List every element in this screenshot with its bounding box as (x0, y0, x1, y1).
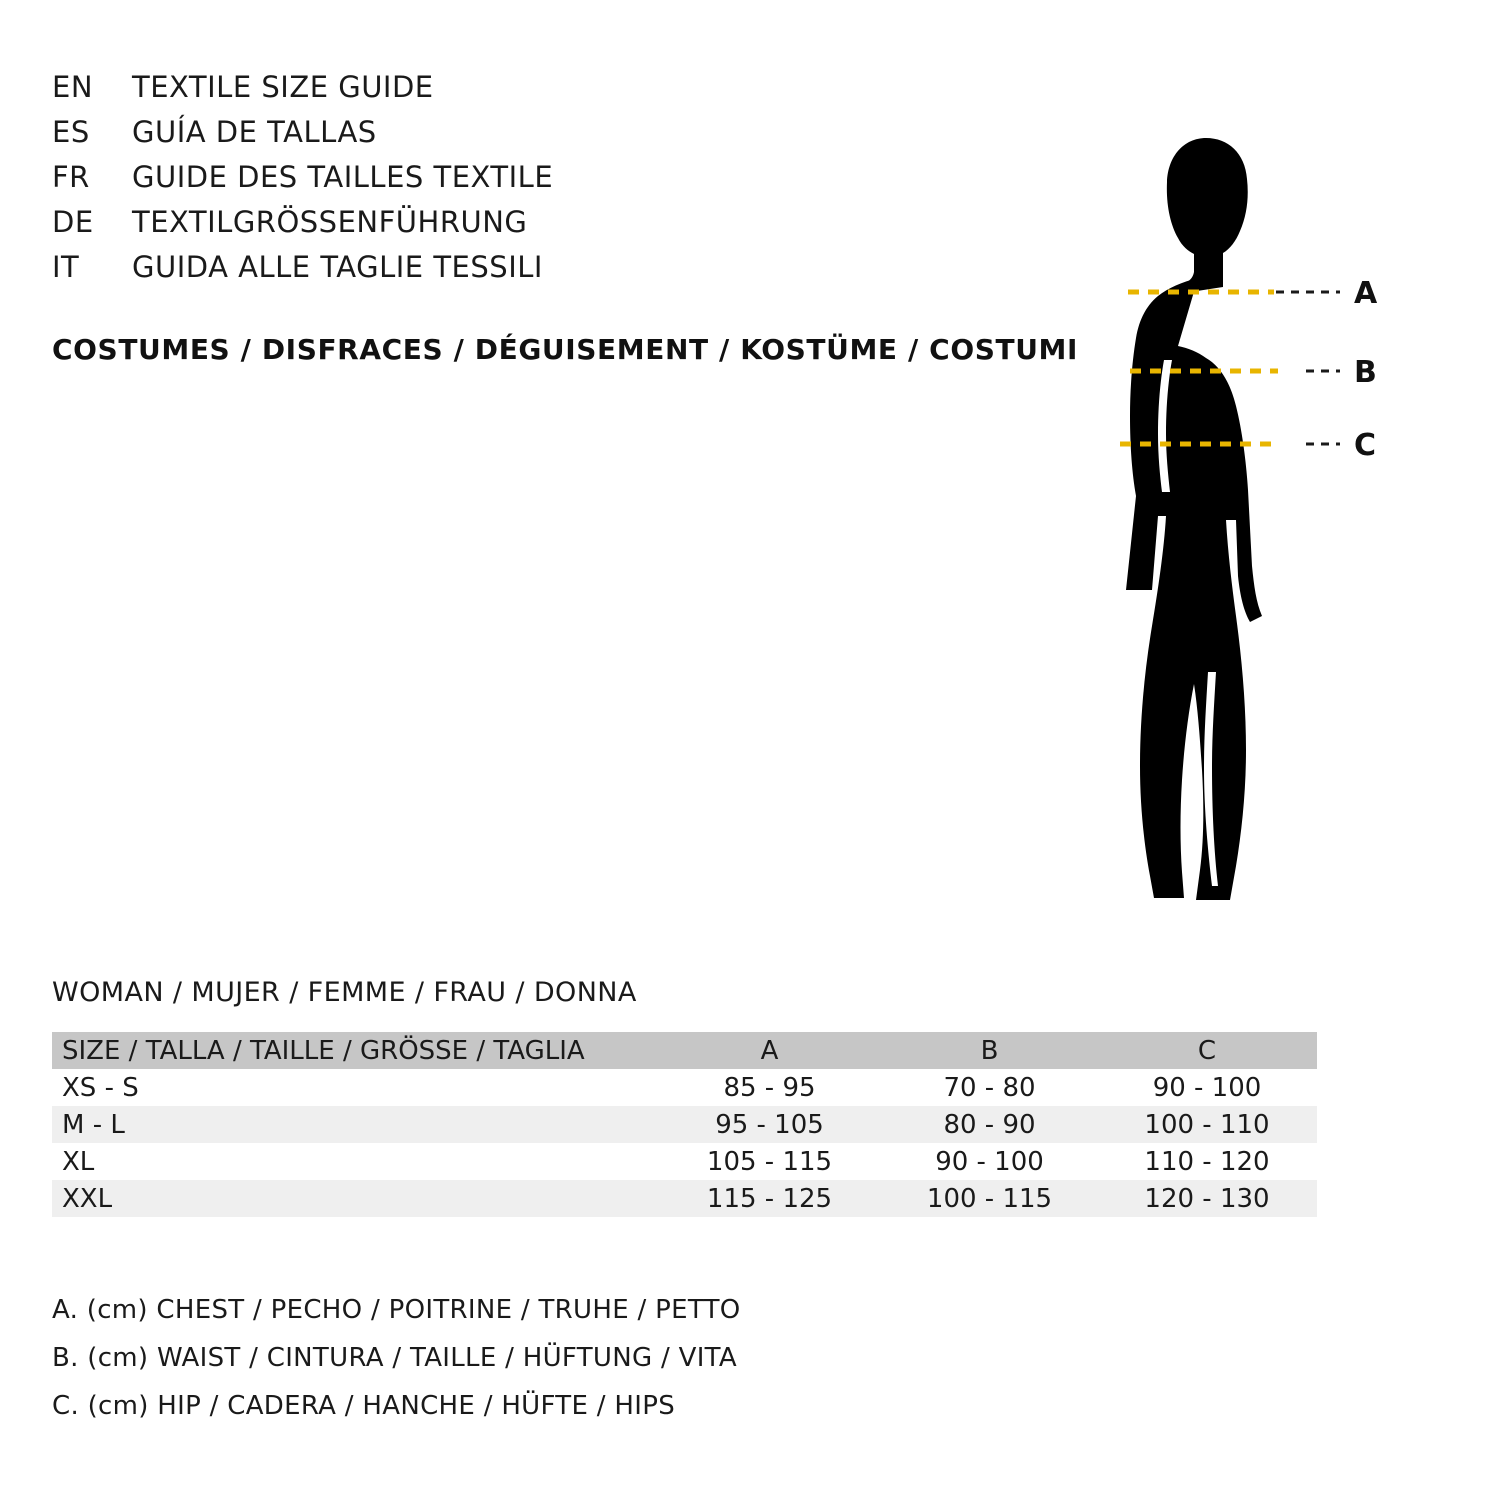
language-row-en (52, 70, 1032, 115)
language-text-es: GUÍA DE TALLAS (132, 115, 377, 149)
column-header-size: SIZE / TALLA / TAILLE / GRÖSSE / TAGLIA (62, 1035, 585, 1066)
measure-label-a: A (1354, 276, 1378, 311)
cell-chest: 95 - 105 (715, 1109, 824, 1140)
language-row-fr (52, 160, 1032, 205)
language-row-es (52, 115, 1032, 160)
language-code-fr: FR (52, 160, 90, 194)
table-header-row (52, 1032, 1317, 1069)
figure-illustration (1020, 60, 1460, 950)
table-row (52, 1106, 1317, 1143)
table-body (52, 1069, 1317, 1217)
measure-letter-group (1020, 60, 1460, 950)
cell-hip: 100 - 110 (1144, 1109, 1270, 1140)
cell-waist: 90 - 100 (935, 1146, 1044, 1177)
measure-label-b: B (1354, 355, 1377, 390)
column-header-a: A (760, 1035, 779, 1066)
cell-size: XS - S (62, 1072, 139, 1103)
language-text-fr: GUIDE DES TAILLES TEXTILE (132, 160, 554, 194)
cell-waist: 70 - 80 (943, 1072, 1036, 1103)
cell-size: XL (62, 1146, 95, 1177)
language-text-en: TEXTILE SIZE GUIDE (132, 70, 434, 104)
language-list (52, 70, 1032, 295)
cell-chest: 115 - 125 (706, 1183, 833, 1214)
language-code-it: IT (52, 250, 80, 284)
cell-chest: 85 - 95 (723, 1072, 816, 1103)
cell-size: XXL (62, 1183, 113, 1214)
table-row (52, 1180, 1317, 1217)
language-code-de: DE (52, 205, 94, 239)
category-title: COSTUMES / DISFRACES / DÉGUISEMENT / KOSTÜME / COSTUMI (52, 333, 1079, 366)
cell-size: M - L (62, 1109, 125, 1140)
cell-hip: 120 - 130 (1144, 1183, 1270, 1214)
table-header (52, 1032, 1317, 1069)
legend-hip: C. (cm) HIP / CADERA / HANCHE / HÜFTE / HIPS (52, 1391, 676, 1421)
language-text-de: TEXTILGRÖSSENFÜHRUNG (132, 205, 528, 239)
measurement-legend (52, 1295, 1152, 1439)
language-code-es: ES (52, 115, 90, 149)
language-code-en: EN (52, 70, 94, 104)
size-table (52, 1032, 1317, 1217)
cell-chest: 105 - 115 (706, 1146, 833, 1177)
column-header-b: B (980, 1035, 999, 1066)
table-group-title: WOMAN / MUJER / FEMME / FRAU / DONNA (52, 977, 637, 1008)
language-text-it: GUIDA ALLE TAGLIE TESSILI (132, 250, 543, 284)
cell-waist: 80 - 90 (943, 1109, 1036, 1140)
table-row (52, 1069, 1317, 1106)
cell-hip: 90 - 100 (1152, 1072, 1262, 1103)
column-header-c: C (1197, 1035, 1217, 1066)
legend-waist: B. (cm) WAIST / CINTURA / TAILLE / HÜFTUNG / VITA (52, 1343, 737, 1373)
measure-label-c: C (1354, 428, 1377, 463)
cell-hip: 110 - 120 (1144, 1146, 1270, 1177)
legend-chest: A. (cm) CHEST / PECHO / POITRINE / TRUHE / PETTO (52, 1295, 741, 1325)
language-row-it (52, 250, 1032, 295)
table-row (52, 1143, 1317, 1180)
language-row-de (52, 205, 1032, 250)
cell-waist: 100 - 115 (926, 1183, 1053, 1214)
